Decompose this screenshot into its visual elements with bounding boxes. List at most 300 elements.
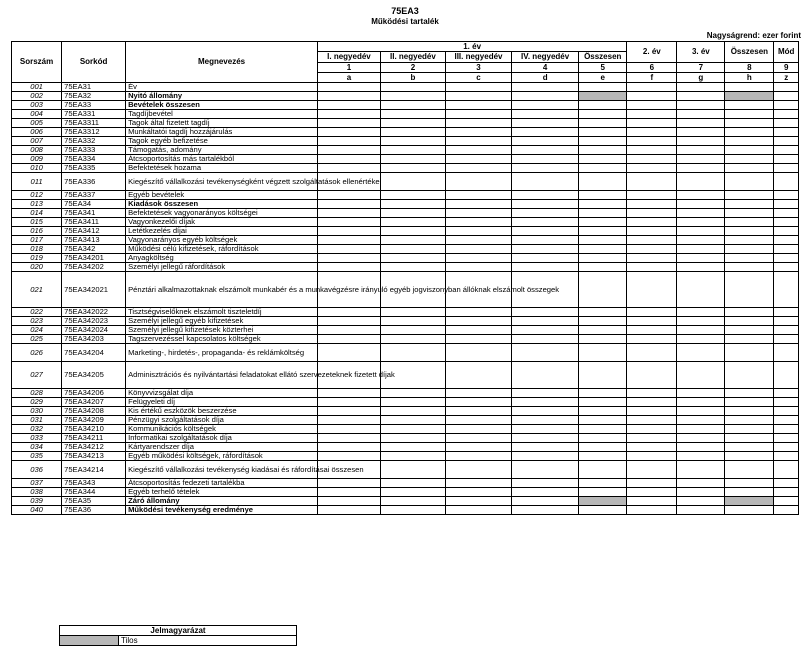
value-cell[interactable] — [512, 173, 579, 191]
value-cell[interactable] — [579, 335, 627, 344]
value-cell[interactable] — [774, 200, 799, 209]
value-cell[interactable] — [725, 254, 774, 263]
value-cell[interactable] — [579, 443, 627, 452]
value-cell[interactable] — [579, 110, 627, 119]
value-cell[interactable] — [774, 164, 799, 173]
value-cell[interactable] — [512, 398, 579, 407]
value-cell[interactable] — [579, 137, 627, 146]
value-cell[interactable] — [725, 425, 774, 434]
value-cell[interactable] — [579, 326, 627, 335]
value-cell[interactable] — [512, 92, 579, 101]
value-cell[interactable] — [512, 407, 579, 416]
value-cell[interactable] — [445, 326, 511, 335]
value-cell[interactable] — [627, 263, 677, 272]
value-cell[interactable] — [725, 236, 774, 245]
value-cell[interactable] — [579, 479, 627, 488]
value-cell[interactable] — [677, 308, 725, 317]
value-cell[interactable] — [627, 236, 677, 245]
value-cell[interactable] — [445, 263, 511, 272]
value-cell[interactable] — [579, 272, 627, 308]
value-cell[interactable] — [677, 191, 725, 200]
value-cell[interactable] — [512, 254, 579, 263]
value-cell[interactable] — [677, 272, 725, 308]
value-cell[interactable] — [774, 488, 799, 497]
value-cell[interactable] — [380, 83, 445, 92]
value-cell[interactable] — [445, 236, 511, 245]
value-cell[interactable] — [579, 254, 627, 263]
value-cell[interactable] — [627, 326, 677, 335]
value-cell[interactable] — [579, 389, 627, 398]
value-cell[interactable] — [677, 488, 725, 497]
value-cell[interactable] — [579, 236, 627, 245]
value-cell[interactable] — [677, 344, 725, 362]
value-cell[interactable] — [677, 326, 725, 335]
value-cell[interactable] — [318, 344, 381, 362]
value-cell[interactable] — [318, 479, 381, 488]
value-cell[interactable] — [579, 101, 627, 110]
value-cell[interactable] — [627, 137, 677, 146]
value-cell[interactable] — [318, 389, 381, 398]
value-cell[interactable] — [579, 506, 627, 515]
value-cell[interactable] — [627, 461, 677, 479]
value-cell[interactable] — [445, 92, 511, 101]
value-cell[interactable] — [445, 128, 511, 137]
value-cell[interactable] — [774, 146, 799, 155]
value-cell[interactable] — [627, 317, 677, 326]
value-cell[interactable] — [380, 209, 445, 218]
value-cell[interactable] — [445, 335, 511, 344]
value-cell[interactable] — [627, 128, 677, 137]
value-cell[interactable] — [627, 191, 677, 200]
value-cell[interactable] — [579, 200, 627, 209]
value-cell[interactable] — [725, 488, 774, 497]
value-cell[interactable] — [318, 407, 381, 416]
value-cell[interactable] — [774, 227, 799, 236]
value-cell[interactable] — [579, 173, 627, 191]
value-cell[interactable] — [579, 245, 627, 254]
value-cell[interactable] — [380, 479, 445, 488]
value-cell[interactable] — [512, 434, 579, 443]
value-cell[interactable] — [512, 200, 579, 209]
value-cell[interactable] — [677, 425, 725, 434]
value-cell[interactable] — [627, 209, 677, 218]
value-cell[interactable] — [380, 92, 445, 101]
value-cell[interactable] — [445, 479, 511, 488]
value-cell[interactable] — [380, 407, 445, 416]
value-cell[interactable] — [774, 254, 799, 263]
value-cell[interactable] — [318, 218, 381, 227]
value-cell[interactable] — [318, 326, 381, 335]
value-cell[interactable] — [445, 497, 511, 506]
value-cell[interactable] — [579, 146, 627, 155]
value-cell[interactable] — [512, 479, 579, 488]
value-cell[interactable] — [774, 191, 799, 200]
value-cell[interactable] — [445, 146, 511, 155]
value-cell[interactable] — [677, 128, 725, 137]
value-cell[interactable] — [318, 335, 381, 344]
value-cell[interactable] — [445, 506, 511, 515]
value-cell[interactable] — [677, 110, 725, 119]
value-cell[interactable] — [627, 155, 677, 164]
value-cell[interactable] — [725, 335, 774, 344]
value-cell[interactable] — [445, 209, 511, 218]
value-cell[interactable] — [677, 173, 725, 191]
value-cell[interactable] — [725, 137, 774, 146]
value-cell[interactable] — [677, 434, 725, 443]
value-cell[interactable] — [318, 236, 381, 245]
value-cell[interactable] — [774, 389, 799, 398]
value-cell[interactable] — [318, 497, 381, 506]
value-cell[interactable] — [627, 173, 677, 191]
value-cell[interactable] — [445, 389, 511, 398]
value-cell[interactable] — [445, 443, 511, 452]
value-cell[interactable] — [445, 488, 511, 497]
value-cell[interactable] — [380, 461, 445, 479]
value-cell[interactable] — [445, 200, 511, 209]
value-cell[interactable] — [774, 272, 799, 308]
value-cell[interactable] — [512, 191, 579, 200]
value-cell[interactable] — [774, 407, 799, 416]
value-cell[interactable] — [445, 434, 511, 443]
value-cell[interactable] — [725, 128, 774, 137]
value-cell[interactable] — [627, 443, 677, 452]
value-cell[interactable] — [445, 227, 511, 236]
value-cell[interactable] — [774, 425, 799, 434]
value-cell[interactable] — [774, 452, 799, 461]
value-cell[interactable] — [677, 416, 725, 425]
value-cell[interactable] — [627, 416, 677, 425]
value-cell[interactable] — [677, 317, 725, 326]
value-cell[interactable] — [318, 506, 381, 515]
value-cell[interactable] — [774, 245, 799, 254]
value-cell[interactable] — [627, 119, 677, 128]
value-cell[interactable] — [627, 479, 677, 488]
value-cell[interactable] — [445, 416, 511, 425]
value-cell[interactable] — [579, 227, 627, 236]
value-cell[interactable] — [512, 416, 579, 425]
value-cell[interactable] — [677, 137, 725, 146]
value-cell[interactable] — [774, 236, 799, 245]
value-cell[interactable] — [774, 110, 799, 119]
value-cell[interactable] — [512, 155, 579, 164]
value-cell[interactable] — [380, 398, 445, 407]
value-cell[interactable] — [627, 335, 677, 344]
value-cell[interactable] — [725, 308, 774, 317]
value-cell[interactable] — [380, 155, 445, 164]
value-cell[interactable] — [774, 335, 799, 344]
value-cell[interactable] — [579, 452, 627, 461]
value-cell[interactable] — [445, 155, 511, 164]
value-cell[interactable] — [627, 101, 677, 110]
value-cell[interactable] — [380, 128, 445, 137]
value-cell[interactable] — [677, 155, 725, 164]
value-cell[interactable] — [380, 317, 445, 326]
value-cell[interactable] — [380, 218, 445, 227]
value-cell[interactable] — [677, 101, 725, 110]
value-cell[interactable] — [380, 335, 445, 344]
value-cell[interactable] — [380, 110, 445, 119]
value-cell[interactable] — [318, 245, 381, 254]
value-cell[interactable] — [445, 452, 511, 461]
value-cell[interactable] — [380, 200, 445, 209]
value-cell[interactable] — [380, 389, 445, 398]
value-cell[interactable] — [445, 398, 511, 407]
value-cell[interactable] — [318, 317, 381, 326]
value-cell[interactable] — [725, 506, 774, 515]
value-cell[interactable] — [512, 497, 579, 506]
value-cell[interactable] — [677, 218, 725, 227]
value-cell[interactable] — [774, 398, 799, 407]
value-cell[interactable] — [512, 110, 579, 119]
value-cell[interactable] — [445, 173, 511, 191]
value-cell[interactable] — [627, 218, 677, 227]
value-cell[interactable] — [725, 209, 774, 218]
value-cell[interactable] — [318, 155, 381, 164]
value-cell[interactable] — [318, 101, 381, 110]
value-cell[interactable] — [318, 83, 381, 92]
value-cell[interactable] — [380, 344, 445, 362]
value-cell[interactable] — [725, 344, 774, 362]
value-cell[interactable] — [627, 344, 677, 362]
value-cell[interactable] — [579, 83, 627, 92]
value-cell[interactable] — [512, 344, 579, 362]
value-cell[interactable] — [774, 479, 799, 488]
value-cell[interactable] — [380, 443, 445, 452]
value-cell[interactable] — [512, 119, 579, 128]
value-cell[interactable] — [774, 506, 799, 515]
value-cell[interactable] — [627, 254, 677, 263]
value-cell[interactable] — [677, 479, 725, 488]
value-cell[interactable] — [380, 254, 445, 263]
value-cell[interactable] — [774, 497, 799, 506]
value-cell[interactable] — [677, 92, 725, 101]
value-cell[interactable] — [512, 308, 579, 317]
value-cell[interactable] — [627, 110, 677, 119]
value-cell[interactable] — [725, 443, 774, 452]
value-cell[interactable] — [627, 452, 677, 461]
value-cell[interactable] — [318, 452, 381, 461]
value-cell[interactable] — [512, 506, 579, 515]
value-cell[interactable] — [725, 155, 774, 164]
value-cell[interactable] — [318, 146, 381, 155]
value-cell[interactable] — [380, 416, 445, 425]
value-cell[interactable] — [677, 209, 725, 218]
value-cell[interactable] — [774, 218, 799, 227]
value-cell[interactable] — [725, 101, 774, 110]
value-cell[interactable] — [579, 263, 627, 272]
value-cell[interactable] — [318, 128, 381, 137]
value-cell[interactable] — [380, 488, 445, 497]
value-cell[interactable] — [512, 83, 579, 92]
value-cell[interactable] — [627, 146, 677, 155]
value-cell[interactable] — [774, 119, 799, 128]
value-cell[interactable] — [512, 128, 579, 137]
value-cell[interactable] — [774, 92, 799, 101]
value-cell[interactable] — [677, 227, 725, 236]
value-cell[interactable] — [579, 218, 627, 227]
value-cell[interactable] — [445, 344, 511, 362]
value-cell[interactable] — [512, 101, 579, 110]
value-cell[interactable] — [627, 488, 677, 497]
value-cell[interactable] — [627, 497, 677, 506]
value-cell[interactable] — [579, 407, 627, 416]
value-cell[interactable] — [725, 218, 774, 227]
value-cell[interactable] — [774, 443, 799, 452]
value-cell[interactable] — [627, 398, 677, 407]
value-cell[interactable] — [725, 191, 774, 200]
value-cell[interactable] — [318, 308, 381, 317]
value-cell[interactable] — [677, 263, 725, 272]
value-cell[interactable] — [579, 164, 627, 173]
value-cell[interactable] — [512, 245, 579, 254]
value-cell[interactable] — [579, 128, 627, 137]
value-cell[interactable] — [318, 164, 381, 173]
value-cell[interactable] — [380, 227, 445, 236]
value-cell[interactable] — [318, 92, 381, 101]
value-cell[interactable] — [627, 425, 677, 434]
value-cell[interactable] — [380, 452, 445, 461]
value-cell[interactable] — [627, 308, 677, 317]
value-cell[interactable] — [627, 362, 677, 389]
value-cell[interactable] — [445, 308, 511, 317]
value-cell[interactable] — [627, 272, 677, 308]
value-cell[interactable] — [445, 137, 511, 146]
value-cell[interactable] — [774, 344, 799, 362]
value-cell[interactable] — [725, 452, 774, 461]
value-cell[interactable] — [627, 227, 677, 236]
value-cell[interactable] — [512, 443, 579, 452]
value-cell[interactable] — [725, 173, 774, 191]
value-cell[interactable] — [445, 164, 511, 173]
value-cell[interactable] — [318, 416, 381, 425]
value-cell[interactable] — [380, 263, 445, 272]
value-cell[interactable] — [579, 119, 627, 128]
value-cell[interactable] — [627, 164, 677, 173]
value-cell[interactable] — [380, 326, 445, 335]
value-cell[interactable] — [579, 317, 627, 326]
value-cell[interactable] — [725, 272, 774, 308]
value-cell[interactable] — [512, 362, 579, 389]
value-cell[interactable] — [579, 488, 627, 497]
value-cell[interactable] — [677, 398, 725, 407]
value-cell[interactable] — [774, 317, 799, 326]
value-cell[interactable] — [677, 497, 725, 506]
value-cell[interactable] — [318, 227, 381, 236]
value-cell[interactable] — [677, 461, 725, 479]
value-cell[interactable] — [318, 119, 381, 128]
value-cell[interactable] — [380, 101, 445, 110]
value-cell[interactable] — [445, 317, 511, 326]
value-cell[interactable] — [445, 407, 511, 416]
value-cell[interactable] — [445, 425, 511, 434]
value-cell[interactable] — [445, 362, 511, 389]
value-cell[interactable] — [677, 164, 725, 173]
value-cell[interactable] — [627, 92, 677, 101]
value-cell[interactable] — [677, 389, 725, 398]
value-cell[interactable] — [579, 425, 627, 434]
value-cell[interactable] — [579, 209, 627, 218]
value-cell[interactable] — [380, 425, 445, 434]
value-cell[interactable] — [725, 200, 774, 209]
value-cell[interactable] — [774, 173, 799, 191]
value-cell[interactable] — [677, 83, 725, 92]
value-cell[interactable] — [445, 101, 511, 110]
value-cell[interactable] — [677, 506, 725, 515]
value-cell[interactable] — [677, 335, 725, 344]
value-cell[interactable] — [318, 398, 381, 407]
value-cell[interactable] — [725, 416, 774, 425]
value-cell[interactable] — [627, 434, 677, 443]
value-cell[interactable] — [725, 119, 774, 128]
value-cell[interactable] — [512, 425, 579, 434]
value-cell[interactable] — [725, 227, 774, 236]
value-cell[interactable] — [677, 362, 725, 389]
value-cell[interactable] — [445, 110, 511, 119]
value-cell[interactable] — [512, 452, 579, 461]
value-cell[interactable] — [380, 146, 445, 155]
value-cell[interactable] — [318, 488, 381, 497]
value-cell[interactable] — [380, 245, 445, 254]
value-cell[interactable] — [725, 326, 774, 335]
value-cell[interactable] — [725, 245, 774, 254]
value-cell[interactable] — [627, 389, 677, 398]
value-cell[interactable] — [774, 155, 799, 164]
value-cell[interactable] — [512, 218, 579, 227]
value-cell[interactable] — [677, 119, 725, 128]
value-cell[interactable] — [725, 389, 774, 398]
value-cell[interactable] — [677, 407, 725, 416]
value-cell[interactable] — [318, 263, 381, 272]
value-cell[interactable] — [627, 506, 677, 515]
value-cell[interactable] — [677, 245, 725, 254]
value-cell[interactable] — [512, 263, 579, 272]
value-cell[interactable] — [318, 200, 381, 209]
value-cell[interactable] — [774, 83, 799, 92]
value-cell[interactable] — [445, 119, 511, 128]
value-cell[interactable] — [725, 362, 774, 389]
value-cell[interactable] — [512, 164, 579, 173]
value-cell[interactable] — [627, 407, 677, 416]
value-cell[interactable] — [512, 389, 579, 398]
value-cell[interactable] — [627, 200, 677, 209]
value-cell[interactable] — [774, 362, 799, 389]
value-cell[interactable] — [318, 191, 381, 200]
value-cell[interactable] — [725, 461, 774, 479]
value-cell[interactable] — [380, 137, 445, 146]
value-cell[interactable] — [380, 173, 445, 191]
value-cell[interactable] — [677, 254, 725, 263]
value-cell[interactable] — [380, 434, 445, 443]
value-cell[interactable] — [677, 452, 725, 461]
value-cell[interactable] — [318, 110, 381, 119]
value-cell[interactable] — [677, 146, 725, 155]
value-cell[interactable] — [725, 398, 774, 407]
value-cell[interactable] — [677, 200, 725, 209]
value-cell[interactable] — [774, 461, 799, 479]
value-cell[interactable] — [445, 461, 511, 479]
value-cell[interactable] — [579, 191, 627, 200]
value-cell[interactable] — [380, 164, 445, 173]
value-cell[interactable] — [725, 164, 774, 173]
value-cell[interactable] — [380, 506, 445, 515]
value-cell[interactable] — [318, 254, 381, 263]
value-cell[interactable] — [725, 263, 774, 272]
value-cell[interactable] — [512, 335, 579, 344]
value-cell[interactable] — [445, 254, 511, 263]
value-cell[interactable] — [318, 443, 381, 452]
value-cell[interactable] — [774, 416, 799, 425]
value-cell[interactable] — [725, 434, 774, 443]
